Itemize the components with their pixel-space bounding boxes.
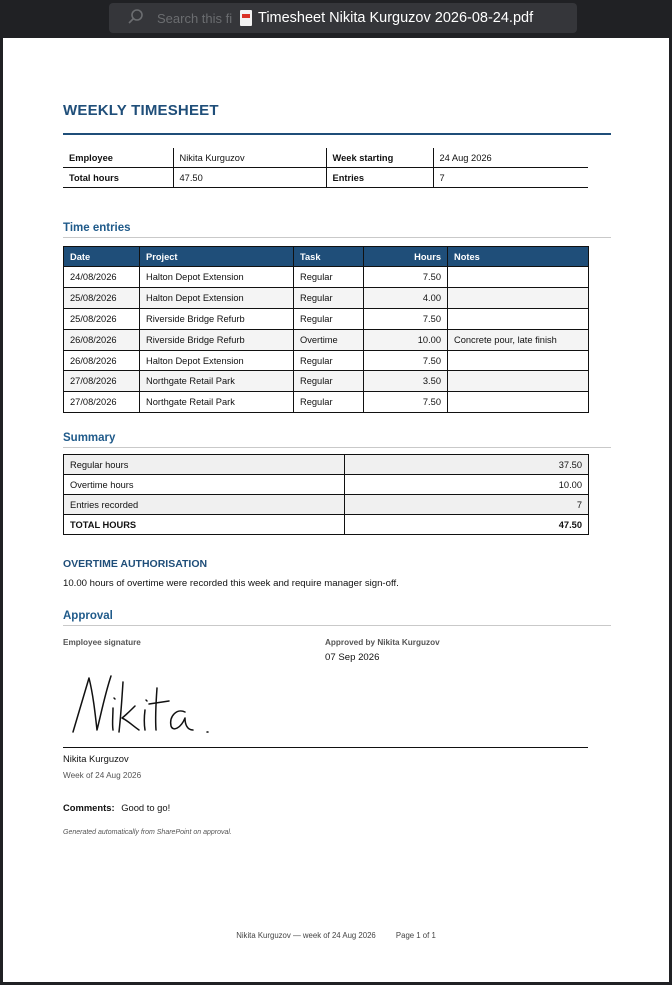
column-header: Task (294, 247, 364, 267)
summary-row (64, 495, 589, 515)
table-row (64, 371, 589, 392)
entry-hours: 10.00 (364, 329, 448, 350)
entries-label: Entries (326, 168, 433, 188)
entry-date: 26/08/2026 (64, 350, 140, 371)
search-placeholder: Search this fi (157, 11, 233, 26)
entry-date: 26/08/2026 (64, 329, 140, 350)
signer-name: Nikita Kurguzov (63, 753, 129, 764)
entry-project: Halton Depot Extension (140, 350, 294, 371)
summary-value: 47.50 (345, 515, 589, 535)
total-hours-label: Total hours (63, 168, 173, 188)
file-name: Timesheet Nikita Kurguzov 2026-08-24.pdf (258, 10, 534, 26)
employee-info-table (63, 148, 588, 188)
footer-left: Nikita Kurguzov — week of 24 Aug 2026 (236, 931, 376, 940)
time-entries-heading: Time entries (63, 222, 131, 234)
table-row (64, 267, 589, 288)
week-label: Week starting (326, 148, 433, 168)
table-row (64, 329, 589, 350)
summary-row (64, 455, 589, 475)
entry-task: Regular (294, 350, 364, 371)
entry-task: Overtime (294, 329, 364, 350)
table-row (64, 287, 589, 308)
document-page (3, 38, 669, 982)
summary-value: 7 (345, 495, 589, 515)
week-value: 24 Aug 2026 (433, 148, 588, 168)
viewer-toolbar (0, 0, 672, 38)
signer-week: Week of 24 Aug 2026 (63, 771, 142, 780)
entry-project: Northgate Retail Park (140, 392, 294, 413)
summary-label: Regular hours (64, 455, 345, 475)
entry-date: 25/08/2026 (64, 287, 140, 308)
entry-notes (448, 287, 589, 308)
section-divider (63, 237, 611, 238)
entry-hours: 7.50 (364, 350, 448, 371)
info-row (63, 168, 588, 188)
page-footer (3, 931, 669, 940)
table-row (64, 392, 589, 413)
approval-heading: Approval (63, 610, 113, 622)
entry-hours: 7.50 (364, 267, 448, 288)
table-header-row (64, 247, 589, 267)
column-header: Project (140, 247, 294, 267)
entry-task: Regular (294, 267, 364, 288)
entry-date: 27/08/2026 (64, 392, 140, 413)
column-header: Notes (448, 247, 589, 267)
summary-total-row (64, 515, 589, 535)
search-icon (127, 8, 145, 26)
entry-hours: 7.50 (364, 392, 448, 413)
table-row (64, 308, 589, 329)
title-divider (63, 133, 611, 135)
entry-task: Regular (294, 287, 364, 308)
entry-project: Halton Depot Extension (140, 287, 294, 308)
total-hours-value: 47.50 (173, 168, 326, 188)
entry-notes (448, 371, 589, 392)
summary-label: Entries recorded (64, 495, 345, 515)
entry-notes (448, 308, 589, 329)
entry-project: Riverside Bridge Refurb (140, 329, 294, 350)
comments (63, 802, 170, 813)
summary-row (64, 475, 589, 495)
summary-value: 37.50 (345, 455, 589, 475)
entry-date: 25/08/2026 (64, 308, 140, 329)
overtime-text: 10.00 hours of overtime were recorded this week and require manager sign-off. (63, 578, 399, 589)
entry-task: Regular (294, 371, 364, 392)
time-entries-table (63, 246, 589, 413)
entry-task: Regular (294, 308, 364, 329)
summary-label: Overtime hours (64, 475, 345, 495)
entries-value: 7 (433, 168, 588, 188)
table-row (64, 350, 589, 371)
entry-project: Riverside Bridge Refurb (140, 308, 294, 329)
footer-page-number: Page 1 of 1 (395, 931, 436, 940)
entry-task: Regular (294, 392, 364, 413)
pdf-file-icon (240, 10, 252, 26)
entry-notes (448, 392, 589, 413)
comments-value: Good to go! (121, 802, 171, 813)
entry-date: 27/08/2026 (64, 371, 140, 392)
column-header: Date (64, 247, 140, 267)
summary-label: TOTAL HOURS (64, 515, 345, 535)
employee-label: Employee (63, 148, 173, 168)
approved-by-label: Approved by Nikita Kurguzov (325, 638, 440, 647)
comments-label: Comments: (63, 802, 115, 813)
summary-value: 10.00 (345, 475, 589, 495)
overtime-heading: OVERTIME AUTHORISATION (63, 558, 208, 570)
employee-signature-image (67, 668, 217, 740)
employee-value: Nikita Kurguzov (173, 148, 326, 168)
generated-note: Generated automatically from SharePoint on approval. (63, 829, 232, 836)
entry-notes: Concrete pour, late finish (448, 329, 589, 350)
signature-line (63, 747, 588, 748)
employee-signature-label: Employee signature (63, 638, 141, 647)
column-header: Hours (364, 247, 448, 267)
entry-notes (448, 267, 589, 288)
entry-date: 24/08/2026 (64, 267, 140, 288)
section-divider (63, 447, 611, 448)
entry-project: Northgate Retail Park (140, 371, 294, 392)
approved-date: 07 Sep 2026 (325, 652, 380, 663)
section-divider (63, 625, 611, 626)
info-row (63, 148, 588, 168)
entry-notes (448, 350, 589, 371)
entry-hours: 7.50 (364, 308, 448, 329)
summary-table (63, 454, 589, 535)
file-title (240, 8, 533, 28)
document-title: WEEKLY TIMESHEET (63, 102, 219, 119)
entry-hours: 3.50 (364, 371, 448, 392)
summary-heading: Summary (63, 432, 116, 444)
entry-hours: 4.00 (364, 287, 448, 308)
entry-project: Halton Depot Extension (140, 267, 294, 288)
